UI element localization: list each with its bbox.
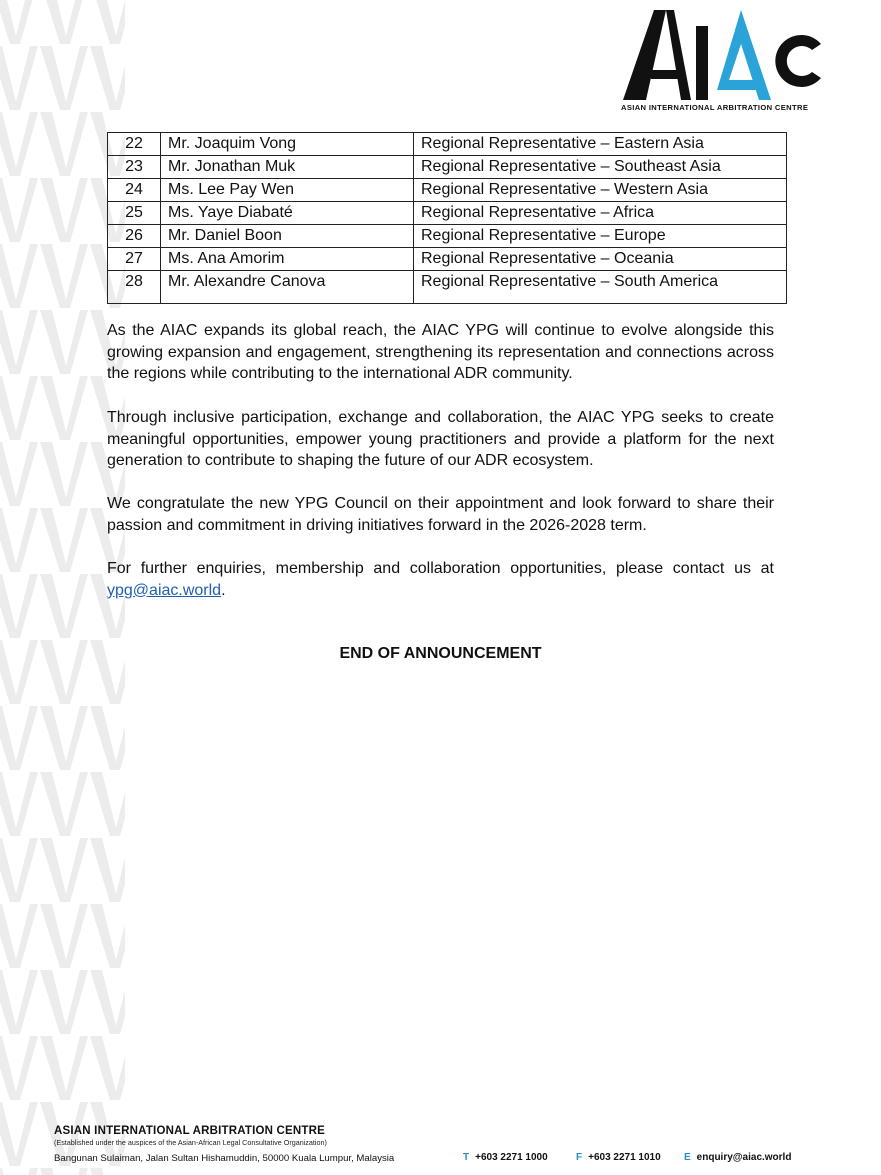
member-role: Regional Representative – Western Asia [414, 179, 787, 202]
row-number: 24 [108, 179, 161, 202]
paragraph-contact [107, 558, 774, 601]
member-role: Regional Representative – Southeast Asia [414, 156, 787, 179]
row-number: 26 [108, 225, 161, 248]
member-role: Regional Representative – Eastern Asia [414, 133, 787, 156]
footer-fax [576, 1152, 661, 1163]
member-name: Ms. Lee Pay Wen [161, 179, 414, 202]
phone-number: +603 2271 1000 [475, 1152, 548, 1163]
footer-established: (Established under the auspices of the Asian-African Legal Consultative Organization) [54, 1138, 327, 1147]
fax-number: +603 2271 1010 [588, 1152, 661, 1163]
paragraph-congratulations: We congratulate the new YPG Council on their appointment and look forward to share their passion and commitment in driving initiatives forward in the 2026-2028 term. [107, 495, 774, 534]
footer-org-name: ASIAN INTERNATIONAL ARBITRATION CENTRE [54, 1125, 326, 1137]
row-number: 22 [108, 133, 161, 156]
logo-subtitle: ASIAN INTERNATIONAL ARBITRATION CENTRE [621, 103, 809, 112]
footer-phone [463, 1152, 548, 1163]
table-row [108, 156, 787, 179]
member-name: Ms. Ana Amorim [161, 248, 414, 271]
table-row [108, 271, 787, 304]
paragraph-global-reach: As the AIAC expands its global reach, the AIAC YPG will continue to evolve alongside this growing expansion and engagement, strengthening its representation and connections across the regions while contributing to the international ADR community. [107, 322, 774, 383]
member-name: Ms. Yaye Diabaté [161, 202, 414, 225]
row-number: 28 [108, 271, 161, 304]
members-table [107, 132, 787, 304]
table-row [108, 248, 787, 271]
member-role: Regional Representative – Oceania [414, 248, 787, 271]
contact-text: For further enquiries, membership and collaboration opportunities, please contact us at [107, 560, 774, 577]
footer-address: Bangunan Sulaiman, Jalan Sultan Hishamuddin, 50000 Kuala Lumpur, Malaysia [54, 1153, 395, 1164]
email-key: E [684, 1152, 691, 1163]
contact-period: . [221, 581, 226, 599]
footer-email [684, 1152, 791, 1163]
member-name: Mr. Joaquim Vong [161, 133, 414, 156]
row-number: 23 [108, 156, 161, 179]
member-role: Regional Representative – Europe [414, 225, 787, 248]
footer-email-address: enquiry@aiac.world [696, 1152, 792, 1163]
member-name: Mr. Jonathan Muk [161, 156, 414, 179]
member-name: Mr. Daniel Boon [161, 225, 414, 248]
table-row [108, 179, 787, 202]
phone-key: T [463, 1152, 470, 1163]
table-row [108, 202, 787, 225]
paragraph-participation: Through inclusive participation, exchange and collaboration, the AIAC YPG seeks to create meaningful opportunities, empower young practitioners and provide a platform for the next generation to contribute to shaping the future of our ADR ecosystem. [107, 409, 774, 470]
row-number: 25 [108, 202, 161, 225]
end-of-announcement: END OF ANNOUNCEMENT [339, 645, 542, 662]
row-number: 27 [108, 248, 161, 271]
member-role: Regional Representative – South America [414, 271, 787, 304]
email-link[interactable]: ypg@aiac.world [107, 581, 222, 599]
table-row [108, 225, 787, 248]
fax-key: F [576, 1152, 583, 1163]
aiac-logo [621, 8, 826, 114]
table-row [108, 133, 787, 156]
member-role: Regional Representative – Africa [414, 202, 787, 225]
member-name: Mr. Alexandre Canova [161, 271, 414, 304]
